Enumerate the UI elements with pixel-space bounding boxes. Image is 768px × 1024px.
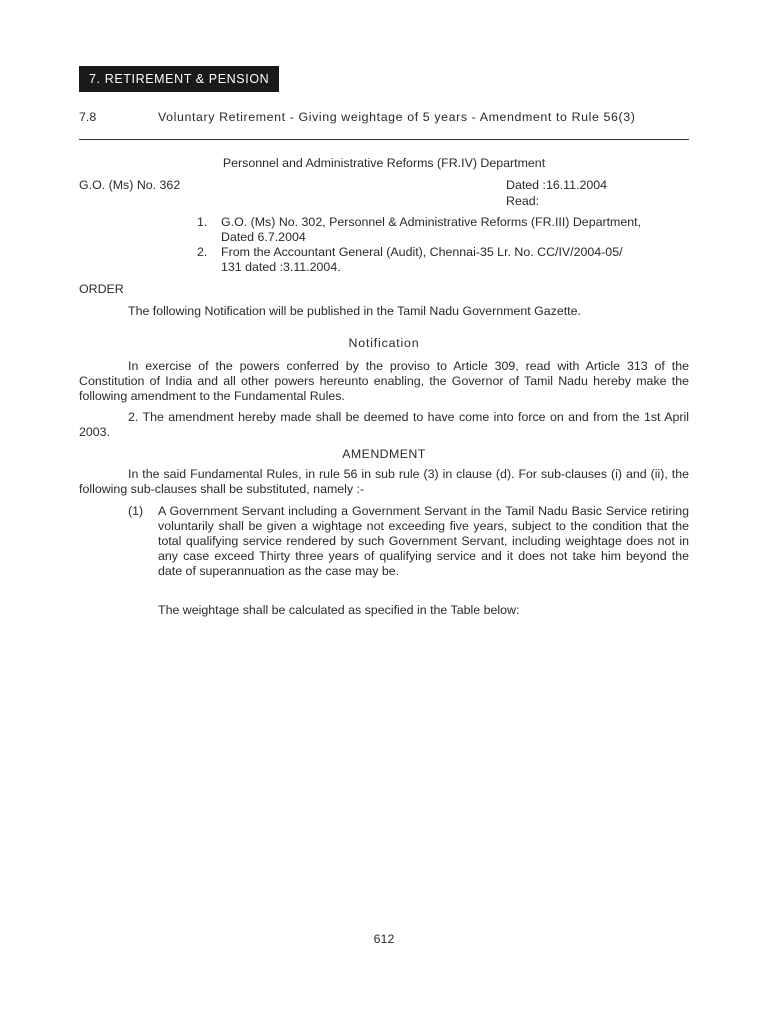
page-number: 612: [373, 932, 395, 946]
reference-list: [197, 215, 689, 275]
clause-text: A Government Servant including a Government Servant in the Tamil Nadu Basic Service retiring voluntarily shall be given a wightage not exceeding five years, subject to the condition that the total qualifying service rendered by such Government Servant, including weightage does not in any case exceed Thirty three years of qualifying service and it does not take him beyond the date of superannuation as the case may be.: [158, 504, 689, 578]
chapter-label: 7. RETIREMENT & PENSION: [79, 66, 279, 92]
go-number: G.O. (Ms) No. 362: [79, 178, 181, 192]
divider: [79, 139, 689, 140]
order-label: ORDER: [79, 282, 124, 296]
notification-paragraph-1: In exercise of the powers conferred by the proviso to Article 309, read with Article 313 of the Constitution of India and all other powers hereunto enabling, the Governor of Tamil Nadu hereby make the following amendment to the Fundamental Rules.: [79, 359, 689, 403]
notification-heading: Notification: [348, 336, 420, 350]
order-text: The following Notification will be published in the Tamil Nadu Government Gazette.: [128, 304, 581, 318]
reference-number: 1.: [197, 215, 208, 229]
reference-text-cont: Dated 6.7.2004: [221, 230, 306, 244]
department-name: Personnel and Administrative Reforms (FR.IV) Department: [222, 156, 546, 170]
reference-item: [197, 215, 689, 230]
reference-item: [197, 245, 689, 260]
clause-number: (1): [128, 504, 144, 518]
reference-text: G.O. (Ms) No. 302, Personnel & Administrative Reforms (FR.III) Department,: [221, 215, 642, 229]
read-label: Read:: [506, 194, 540, 208]
reference-text-cont: 131 dated :3.11.2004.: [221, 260, 341, 274]
section-number: 7.8: [79, 110, 97, 124]
notification-paragraph-2: 2. The amendment hereby made shall be deemed to have come into force on and from the 1st April 2003.: [79, 410, 689, 439]
amendment-heading: AMENDMENT: [342, 447, 426, 461]
section-title: Voluntary Retirement - Giving weightage of 5 years - Amendment to Rule 56(3): [158, 110, 636, 124]
table-intro: The weightage shall be calculated as specified in the Table below:: [158, 603, 520, 617]
reference-number: 2.: [197, 245, 208, 259]
reference-text: From the Accountant General (Audit), Chennai-35 Lr. No. CC/IV/2004-05/: [221, 245, 623, 259]
go-dated: Dated :16.11.2004: [506, 178, 608, 192]
amendment-paragraph: In the said Fundamental Rules, in rule 56 in sub rule (3) in clause (d). For sub-clauses (i) and (ii), the following sub-clauses shall be substituted, namely :-: [79, 467, 689, 496]
